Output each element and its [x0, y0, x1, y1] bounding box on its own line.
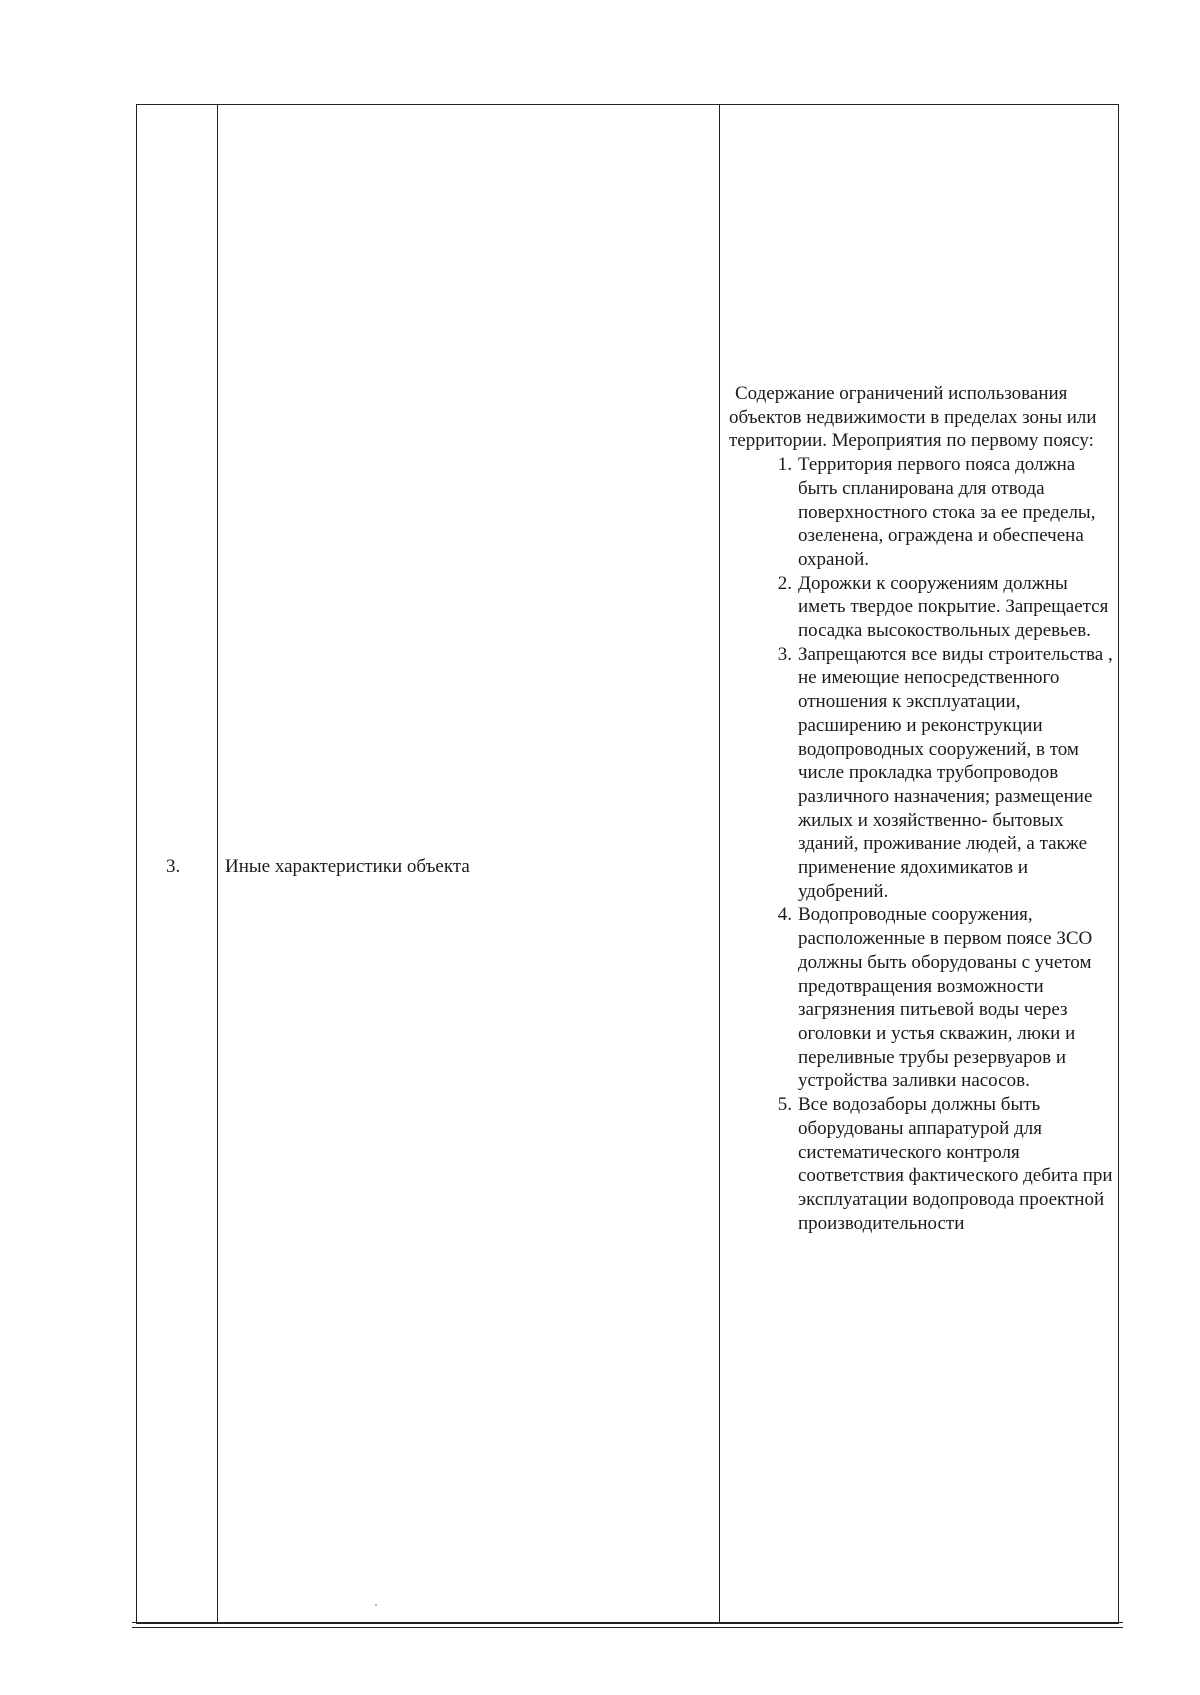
row-label: Иные характеристики объекта: [225, 856, 470, 877]
row-number: 3.: [166, 856, 181, 877]
list-item-text: Все водозаборы должны быть оборудованы аппаратурой для систематического контроля соответствия фактического дебита при эксплуатации водопровода проектной производительности: [798, 1094, 1113, 1234]
column-divider-content: [719, 105, 720, 1623]
scan-speck: [375, 1604, 377, 1606]
column-divider-number: [217, 105, 218, 1623]
list-item: [729, 453, 1113, 572]
restrictions-content-cell: [729, 382, 1113, 1235]
list-item-text: Запрещаются все виды строительства , не имеющие непосредственного отношения к эксплуатации, расширению и реконструкции водопроводных сооружений, в том числе прокладка трубопроводов различного назначения; размещение жилых и хозяйственно- бытовых зданий, проживание людей, а также применение ядохимикатов и удобрений.: [798, 643, 1113, 902]
list-item-text: Водопроводные сооружения, расположенные в первом поясе ЗСО должны быть оборудованы с учетом предотвращения возможности загрязнения питьевой воды через оголовки и устья скважин, люки и переливные трубы резервуаров и устройства заливки насосов.: [798, 904, 1093, 1092]
list-item-text: Территория первого пояса должна быть спланирована для отвода поверхностного стока за ее пределы, озеленена, ограждена и обеспечена охраной.: [798, 454, 1096, 570]
list-item-number: 2.: [777, 572, 792, 594]
list-item: [729, 643, 1113, 904]
list-item: [729, 903, 1113, 1093]
list-item-number: 1.: [777, 454, 792, 476]
list-item-number: 4.: [777, 904, 792, 926]
restrictions-intro: Содержание ограничений использования объектов недвижимости в пределах зоны или территории. Мероприятия по первому поясу:: [729, 383, 1097, 452]
table-bottom-rule: [132, 1622, 1123, 1623]
list-item: [729, 572, 1113, 643]
list-item-number: 5.: [777, 1094, 792, 1116]
table-bottom-rule-double: [132, 1627, 1123, 1628]
list-item-text: Дорожки к сооружениям должны иметь твердое покрытие. Запрещается посадка высокоствольных деревьев.: [798, 572, 1109, 642]
list-item-number: 3.: [777, 643, 792, 665]
measures-list: [729, 453, 1113, 1235]
list-item: [729, 1093, 1113, 1235]
